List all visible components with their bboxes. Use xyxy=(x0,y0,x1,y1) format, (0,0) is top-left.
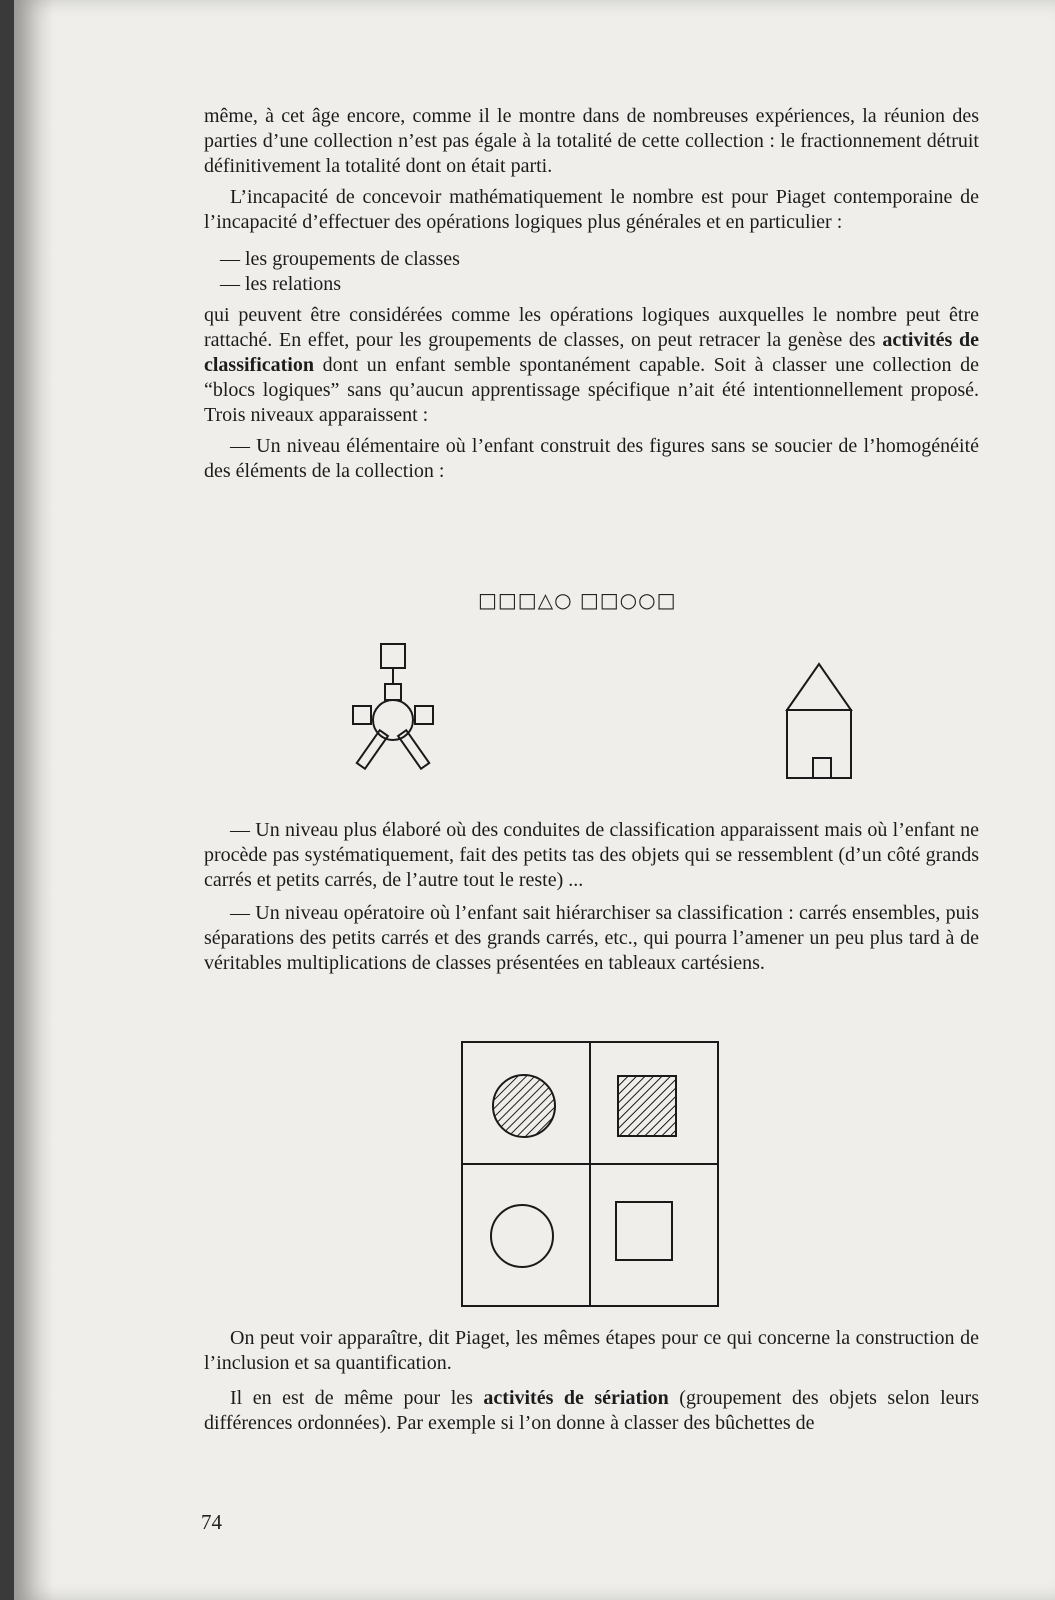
list-item-groupements: — les groupements de classes xyxy=(220,248,460,270)
paragraph-2: L’incapacité de concevoir mathématiquement le nombre est pour Piaget contemporaine de l’incapacité d’effectuer des opérations logiques plus générales et en particulier : xyxy=(204,186,979,233)
cartesian-table-figure xyxy=(460,1040,720,1310)
text-block-top xyxy=(204,104,979,484)
paragraph-3-text-a: qui peuvent être considérées comme les opérations logiques auxquelles le nombre peut être rattaché. En effet, pour les groupements de classes, on peut retracer la genèse des xyxy=(204,304,979,351)
paragraph-5-bold: activités de sériation xyxy=(483,1387,669,1409)
level-2-text: — Un niveau plus élaboré où des conduites de classification apparaissent mais où l’enfant ne procède pas systématiquement, fait des petits tas des objets qui se ressemblent (d’un côté grands carrés et petits carrés, de l’autre tout le reste) ... xyxy=(204,819,979,891)
level-1-text: — Un niveau élémentaire où l’enfant construit des figures sans se soucier de l’homogénéité des éléments de la collection : xyxy=(204,435,979,482)
book-page xyxy=(14,0,1055,1600)
house-figure xyxy=(784,658,874,784)
paragraph-3 xyxy=(204,303,979,428)
paragraph-3-text-b: dont un enfant semble spontanément capable. Soit à classer une collection de “blocs logiques” sans qu’aucun apprentissage spécifique n’ait été intentionnellement proposé. Trois niveaux apparaissent : xyxy=(204,354,979,426)
page-number: 74 xyxy=(201,1510,222,1534)
text-block-bottom xyxy=(204,1326,979,1436)
robot-figure xyxy=(344,640,454,790)
paragraph-5-text-b: (groupement des objets selon leurs différences ordonnées). Par exemple si l’on donne à classer des bûchettes de xyxy=(204,1387,980,1434)
text-block-middle xyxy=(204,818,979,976)
symbol-row: □□□△○ □□○○□ xyxy=(478,588,677,612)
paragraph-4: On peut voir apparaître, dit Piaget, les mêmes étapes pour ce qui concerne la construction de l’inclusion et sa quantification. xyxy=(204,1327,979,1374)
paragraph-3-bold: activités de classification xyxy=(204,329,979,376)
level-3-text: — Un niveau opératoire où l’enfant sait hiérarchiser sa classification : carrés ensembles, puis séparations des petits carrés et des grands carrés, etc., qui pourra l’amener un peu plus tard à de véritables multiplications de classes présentées en tableaux cartésiens. xyxy=(204,902,979,974)
paragraph-5-text-a: Il en est de même pour les xyxy=(230,1387,484,1409)
list-item-relations: — les relations xyxy=(220,273,342,295)
paragraph-5 xyxy=(204,1386,979,1436)
paragraph-1: même, à cet âge encore, comme il le montre dans de nombreuses expériences, la réunion des parties d’une collection n’est pas égale à la totalité de cette collection : le fractionnement détruit définitivement la totalité dont on était parti. xyxy=(204,105,979,177)
